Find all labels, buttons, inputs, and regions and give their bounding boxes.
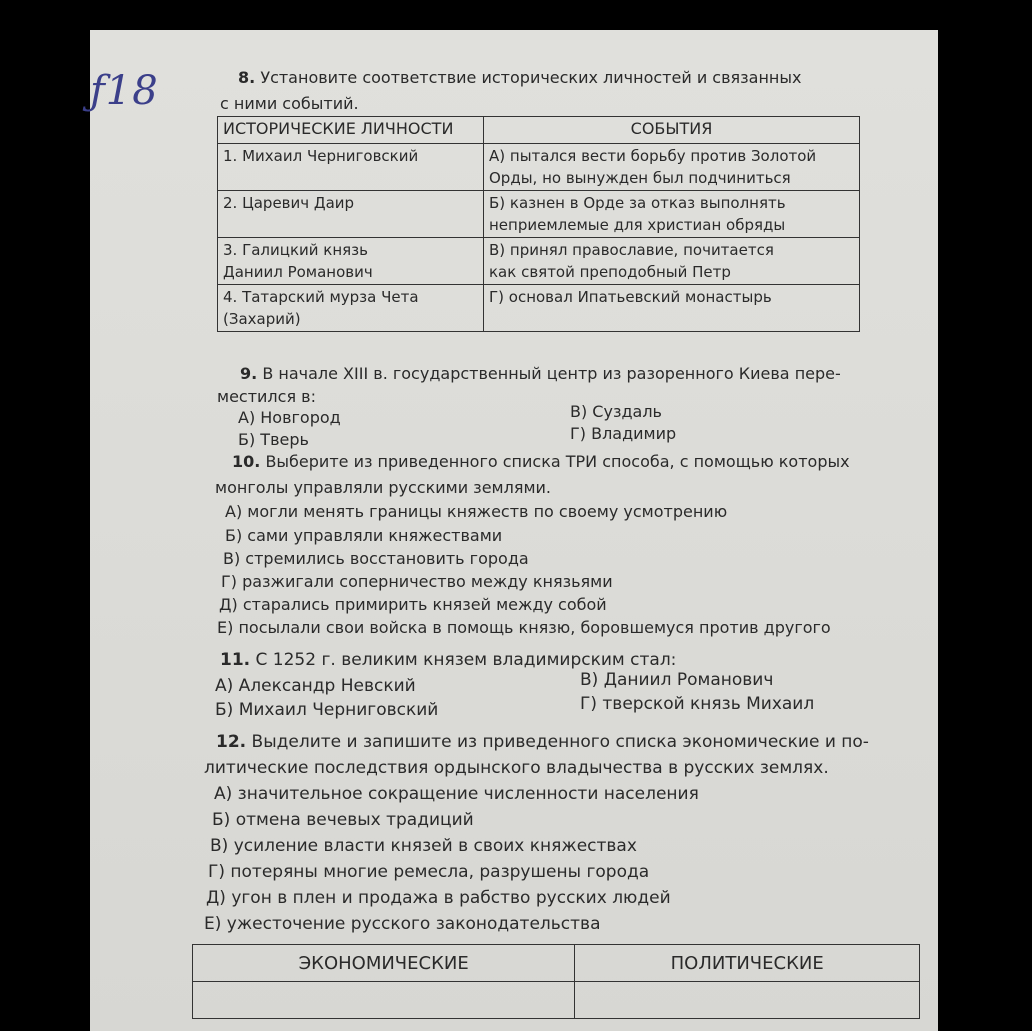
q12-option-c: В) усиление власти князей в своих княжествах <box>210 836 637 856</box>
q9-option-a: А) Новгород <box>238 408 341 427</box>
header-political: ПОЛИТИЧЕСКИЕ <box>575 945 920 982</box>
q11-option-c: В) Даниил Романович <box>580 670 774 690</box>
q10-option-e: Д) старались примирить князей между собой <box>219 595 607 614</box>
table-row <box>218 191 860 238</box>
event-cell: В) принял православие, почитается как святой преподобный Петр <box>484 238 860 285</box>
answer-cell-economic[interactable] <box>193 982 575 1019</box>
person-cell: 2. Царевич Даир <box>218 191 484 238</box>
table-row <box>218 238 860 285</box>
answer-cell-political[interactable] <box>575 982 920 1019</box>
q11-option-d: Г) тверской князь Михаил <box>580 694 815 714</box>
q12-number: 12. <box>216 732 247 752</box>
textbook-page <box>90 30 938 1031</box>
q10-text-line1: 10. Выберите из приведенного списка ТРИ способа, с помощью которых <box>232 452 850 471</box>
event-cell: Б) казнен в Орде за отказ выполнять неприемлемые для христиан обряды <box>484 191 860 238</box>
q9-text-line1: 9. В начале XIII в. государственный центр из разоренного Киева пере- <box>240 364 841 383</box>
table-row <box>218 285 860 332</box>
q10-number: 10. <box>232 452 261 471</box>
q11-number: 11. <box>220 650 251 670</box>
q8-text-line2: с ними событий. <box>220 94 359 113</box>
q12-option-e: Д) угон в плен и продажа в рабство русских людей <box>206 888 671 908</box>
matching-table <box>217 116 860 332</box>
header-persons: ИСТОРИЧЕСКИЕ ЛИЧНОСТИ <box>218 117 484 144</box>
q10-option-a: А) могли менять границы княжеств по своему усмотрению <box>225 502 728 521</box>
table-row <box>218 144 860 191</box>
q9-option-b: Б) Тверь <box>238 430 309 449</box>
answer-table <box>192 944 920 1019</box>
q8-text-line1: 8. Установите соответствие исторических личностей и связанных <box>238 68 802 87</box>
person-cell: 1. Михаил Черниговский <box>218 144 484 191</box>
q10-text-line2: монголы управляли русскими землями. <box>215 478 552 497</box>
event-cell: Г) основал Ипатьевский монастырь <box>484 285 860 332</box>
q11-option-b: Б) Михаил Черниговский <box>215 700 439 720</box>
person-cell: 3. Галицкий князь Даниил Романович <box>218 238 484 285</box>
q9-text-line2: местился в: <box>217 387 316 406</box>
q12-option-f: Е) ужесточение русского законодательства <box>204 914 601 934</box>
q9-option-d: Г) Владимир <box>570 424 677 443</box>
q8-number: 8. <box>238 68 256 87</box>
q12-option-b: Б) отмена вечевых традиций <box>212 810 474 830</box>
handwritten-page-number: ƒ18 <box>90 68 159 114</box>
q10-option-f: Е) посылали свои войска в помощь князю, боровшемуся против другого <box>217 618 831 637</box>
person-cell: 4. Татарский мурза Чета (Захарий) <box>218 285 484 332</box>
q11-option-a: А) Александр Невский <box>215 676 416 696</box>
header-economic: ЭКОНОМИЧЕСКИЕ <box>193 945 575 982</box>
q10-option-d: Г) разжигали соперничество между князьями <box>221 572 613 591</box>
q12-option-a: А) значительное сокращение численности населения <box>214 784 699 804</box>
q12-text-line2: литические последствия ордынского владычества в русских землях. <box>204 758 829 778</box>
q12-text-line1: 12. Выделите и запишите из приведенного списка экономические и по- <box>216 732 869 752</box>
q12-option-d: Г) потеряны многие ремесла, разрушены города <box>208 862 650 882</box>
q9-number: 9. <box>240 364 258 383</box>
header-events: СОБЫТИЯ <box>484 117 860 144</box>
event-cell: А) пытался вести борьбу против Золотой Орды, но вынужден был подчиниться <box>484 144 860 191</box>
q9-option-c: В) Суздаль <box>570 402 662 421</box>
q11-text: 11. С 1252 г. великим князем владимирским стал: <box>220 650 677 670</box>
q10-option-b: Б) сами управляли княжествами <box>225 526 503 545</box>
q10-option-c: В) стремились восстановить города <box>223 549 529 568</box>
